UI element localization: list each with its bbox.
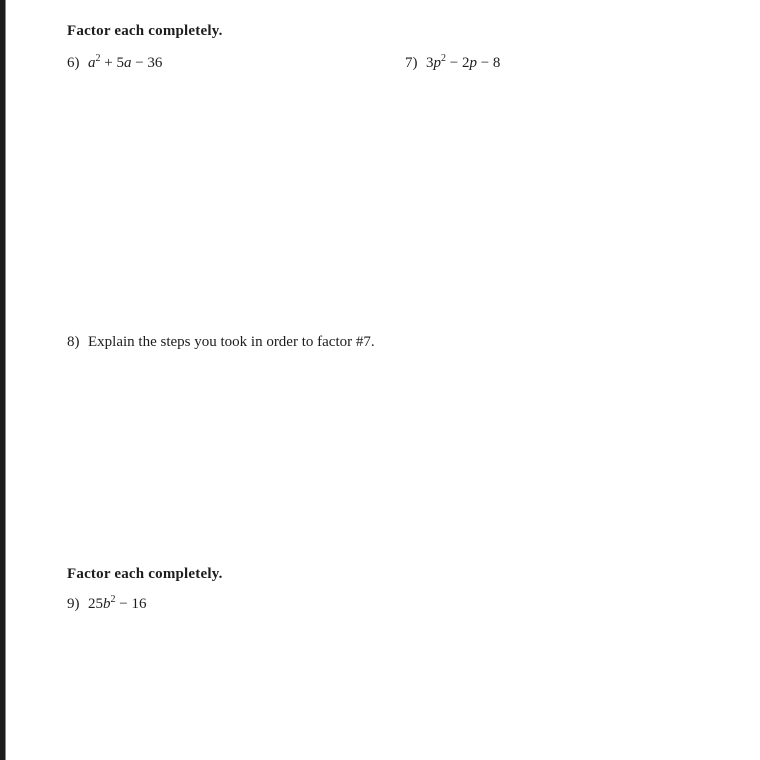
problem-7-number: 7) (405, 55, 418, 71)
page-left-edge-strip (0, 0, 6, 760)
problem-7 (405, 55, 500, 72)
problem-6-expression: $a^2 + 5a - 36$ (88, 53, 163, 71)
problem-8-number: 8) (67, 334, 80, 350)
problem-6-number: 6) (67, 55, 80, 71)
problem-8 (67, 334, 375, 351)
problem-6 (67, 55, 162, 72)
section-heading-factor-1: Factor each completely. (67, 23, 223, 39)
problem-8-text: Explain the steps you took in order to factor #7. (88, 334, 375, 350)
problem-9 (67, 596, 146, 613)
problem-9-number: 9) (67, 596, 80, 612)
problem-7-expression: $3p^2 - 2p - 8$ (426, 53, 501, 71)
section-heading-factor-2: Factor each completely. (67, 566, 223, 582)
problem-9-expression: $25b^2 - 16$ (88, 594, 147, 612)
